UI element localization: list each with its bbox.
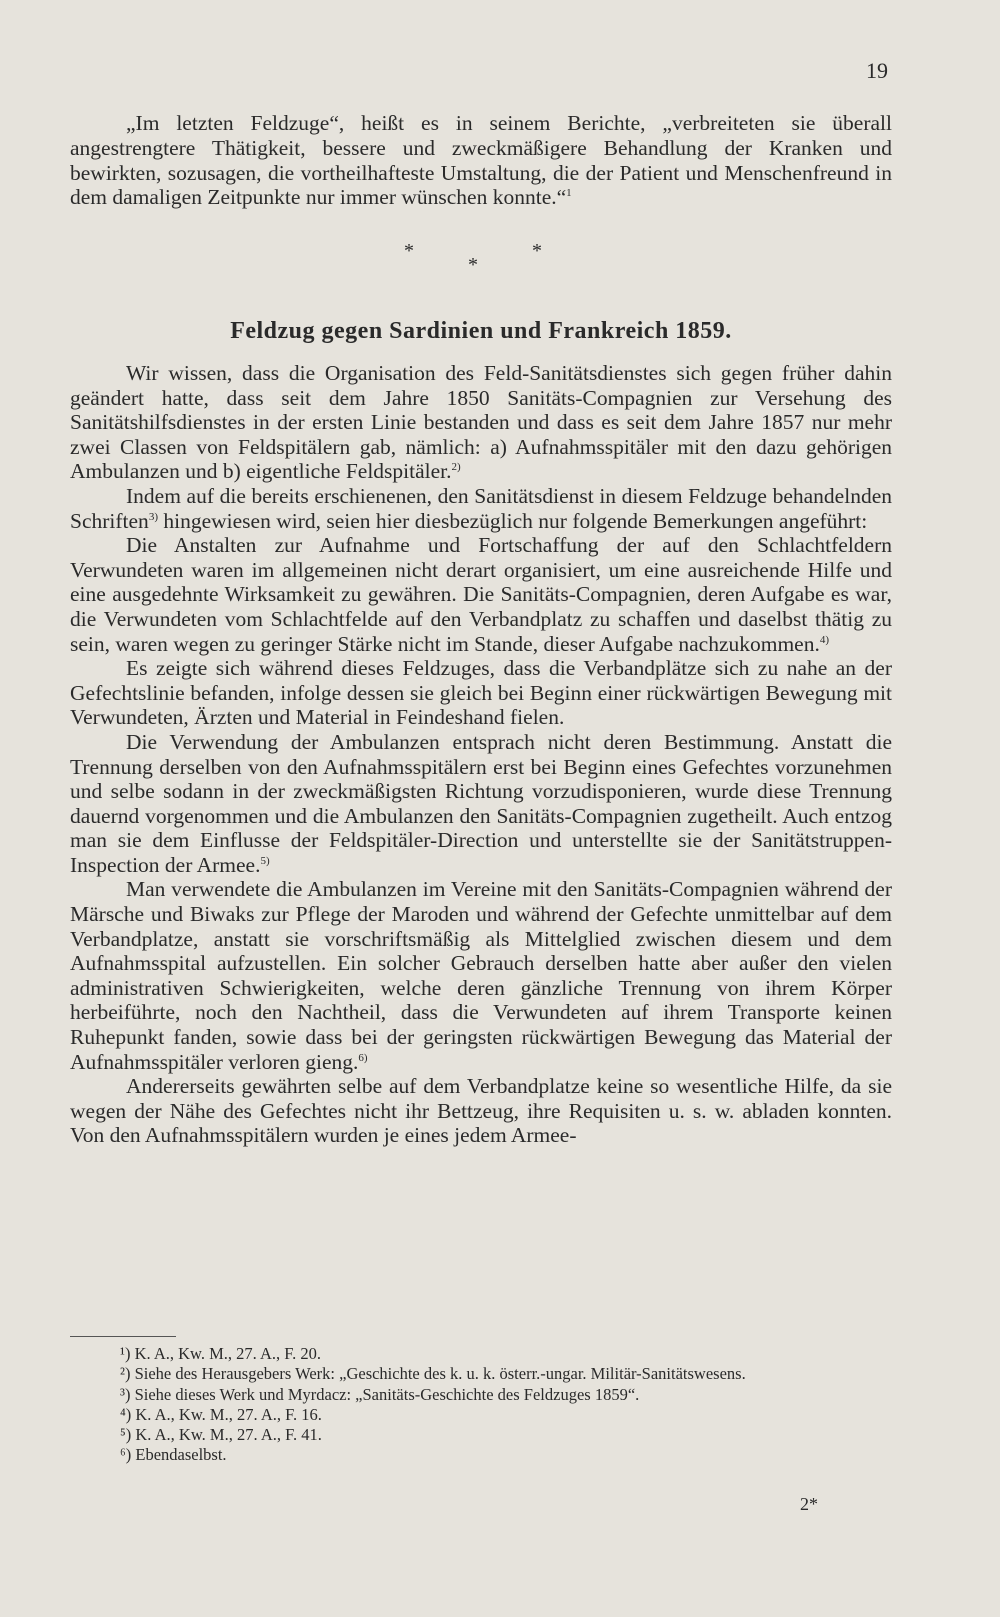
footnotes (70, 1344, 892, 1466)
footnote-ref: 6) (358, 1051, 368, 1064)
body-text (70, 361, 892, 1148)
footnote-mark: ²) (120, 1364, 131, 1384)
paragraph-text: Die Verwendung der Ambulanzen entsprach nicht deren Bestimmung. Anstatt die Trennung derselben von den Aufnahmsspitälern erst bei Beginn eines Gefechtes vorzunehmen und selbe sodann in der zweckmäßigsten Richtung vorzudisponieren, wurde diese Trennung dauernd vorgenommen und die Ambulanzen den Sanitäts-Compagnien zugetheilt. Auch entzog man sie dem Einflusse der Feldspitäler-Direction und unterstellte sie der Sanitätstruppen-Inspection der Armee. (70, 729, 892, 877)
footnote (70, 1405, 892, 1425)
paragraph-text: Die Anstalten zur Aufnahme und Fortschaffung der auf den Schlachtfeldern Verwundeten waren im allgemeinen nicht derart organisiert, um eine ausreichende Hilfe und eine ausgedehnte Wirksamkeit zu gewähren. Die Sanitäts-Compagnien, deren Aufgabe es war, die Verwundeten vom Schlachtfelde auf den Verbandplatz zu schaffen und daselbst thätig zu sein, waren wegen zu geringer Stärke nicht im Stande, dieser Aufgabe nachzukommen. (70, 533, 892, 656)
paragraph-text: Indem auf die bereits erschienenen, den Sanitätsdienst in diesem Feldzuge behandelnden Schriften (70, 483, 892, 533)
paragraph-text: Andererseits gewährten selbe auf dem Verbandplatze keine so wesentliche Hilfe, da sie wegen der Nähe des Gefechtes nicht ihr Bettzeug, ihre Requisiten u. s. w. abladen konnten. Von den Aufnahmsspitälern wurden je eines jedem Armee- (70, 1074, 892, 1148)
footnote-mark: ⁴) (120, 1404, 132, 1424)
footnote-ref: 4) (819, 633, 830, 646)
signature-mark: 2* (800, 1494, 818, 1514)
footnote-mark: ¹) (120, 1344, 131, 1363)
section-heading: Feldzug gegen Sardinien und Frankreich 1859. (230, 318, 732, 344)
footnote-text: K. A., Kw. M., 27. A., F. 16. (135, 1404, 322, 1424)
footnote-text: Ebendaselbst. (135, 1445, 227, 1465)
separator-star: * (468, 254, 478, 276)
section-separator (0, 240, 1000, 280)
footnote-mark: ³) (120, 1384, 131, 1404)
paragraph-text: Wir wissen, dass die Organisation des Feld-Sanitätsdienstes sich gegen früher dahin geändert hatte, dass seit dem Jahre 1850 Sanitäts-Compagnien zur Versehung des Sanitätshilfsdienstes in der ersten Linie bestanden und dass es seit dem Jahre 1857 nur mehr zwei Classen von Feldspitälern gab, nämlich: a) Aufnahmsspitäler mit den dazu gehörigen Ambulanzen und b) eigentliche Feldspitäler. (70, 361, 892, 484)
footnote-ref: 5) (260, 854, 270, 867)
paragraph (70, 656, 892, 730)
footnote-ref: 2) (451, 461, 461, 474)
separator-star: * (404, 240, 414, 262)
footnote-ref: 1 (566, 187, 572, 200)
separator-star: * (532, 240, 542, 262)
paragraph (70, 730, 892, 878)
footnote-mark: ⁵) (120, 1425, 132, 1445)
paragraph-text: Man verwendete die Ambulanzen im Vereine mit den Sanitäts-Compagnien während der Märsche und Biwaks zur Pflege der Maroden und während der Gefechte unmittelbar auf dem Verbandplatze, anstatt sie vorschriftsmäßig als Mittelglied zwischen diesem und dem Aufnahmsspital aufzustellen. Ein solcher Gebrauch derselben hatte aber außer den vielen administrativen Schwierigkeiten, welche deren gänzliche Trennung von ihrem Körper herbeiführte, noch den Nachtheil, dass die Verwundeten auf ihrem Transporte keinen Ruhepunkt fanden, sowie dass bei der geringsten rückwärtigen Bewegung das Material der Aufnahmsspitäler verloren gieng. (70, 877, 892, 1074)
footnote-text: K. A., Kw. M., 27. A., F. 41. (135, 1425, 322, 1445)
footnote (70, 1344, 892, 1364)
paragraph (70, 1074, 892, 1148)
footnote-text: K. A., Kw. M., 27. A., F. 20. (134, 1344, 322, 1363)
paragraph (70, 484, 892, 533)
footnote (70, 1385, 892, 1405)
paragraph-text: Es zeigte sich während dieses Feldzuges, dass die Verbandplätze sich zu nahe an der Gefechtslinie befanden, infolge dessen sie gleich bei Beginn einer rückwärtigen Bewegung mit Verwundeten, Ärzten und Material in Feindeshand fielen. (70, 656, 892, 730)
footnote-text: Siehe dieses Werk und Myrdacz: „Sanitäts-Geschichte des Feldzuges 1859“. (134, 1384, 640, 1404)
paragraph (70, 361, 892, 484)
footnote-mark: ⁶) (120, 1445, 132, 1465)
footnote-text: Siehe des Herausgebers Werk: „Geschichte des k. u. k. österr.-ungar. Militär-Sanitätswesens. (134, 1364, 746, 1384)
paragraph (70, 877, 892, 1074)
footnote-ref: 3) (148, 510, 158, 523)
paragraph-text: hingewiesen wird, seien hier diesbezüglich nur folgende Bemerkungen angeführt: (157, 508, 868, 533)
footnote-rule (70, 1336, 176, 1337)
footnote (70, 1445, 892, 1465)
footnote (70, 1364, 892, 1384)
opening-text: „Im letzten Feldzuge“, heißt es in seinem Berichte, „verbreiteten sie überall angestrengtere Thätigkeit, bessere und zweckmäßigere Behandlung der Kranken und bewirkten, sozusagen, die vortheilhafteste Umstaltung, die der Patient und Menschenfreund in dem damaligen Zeitpunkte nur immer wünschen konnte.“ (70, 111, 892, 210)
paragraph (70, 533, 892, 656)
footnote (70, 1425, 892, 1445)
page-number: 19 (866, 58, 888, 83)
opening-paragraph (70, 111, 892, 210)
